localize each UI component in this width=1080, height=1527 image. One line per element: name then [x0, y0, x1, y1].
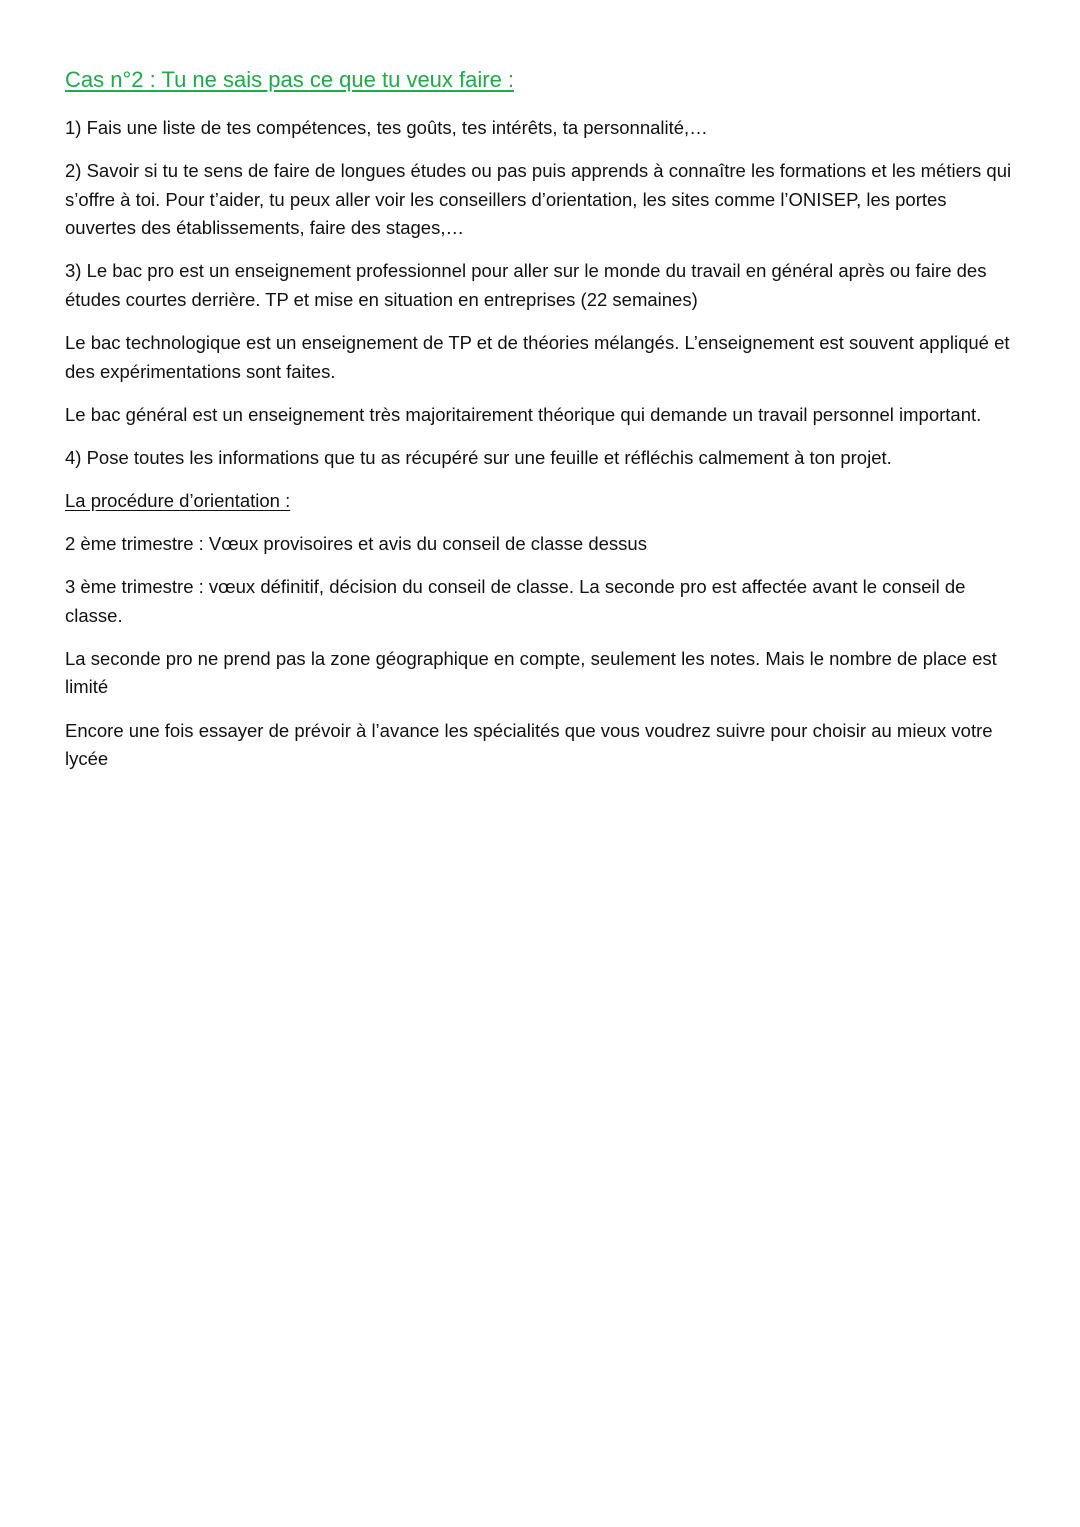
paragraph-step-3: 3) Le bac pro est un enseignement professionnel pour aller sur le monde du travail en général après ou faire des études courtes derrière. TP et mise en situation en entreprises (22 semaines) [65, 260, 987, 310]
paragraph-specialites: Encore une fois essayer de prévoir à l’avance les spécialités que vous voudrez suivre pour choisir au mieux votre lycée [65, 719, 993, 770]
paragraph-step-1: 1) Fais une liste de tes compétences, tes goûts, tes intérêts, ta personnalité,… [65, 117, 708, 138]
paragraph-bac-techno: Le bac technologique est un enseignement de TP et de théories mélangés. L’enseignement est souvent appliqué et des expérimentations sont faites. [65, 332, 1010, 382]
paragraph-step-4: 4) Pose toutes les informations que tu as récupéré sur une feuille et réfléchis calmement à ton projet. [65, 446, 892, 468]
paragraph-bac-general: Le bac général est un enseignement très majoritairement théorique qui demande un travail personnel important. [65, 403, 982, 425]
paragraph-step-2: 2) Savoir si tu te sens de faire de longues études ou pas puis apprends à connaître les formations et les métiers qui s’offre à toi. Pour t’aider, tu peux aller voir les conseillers d’orientation, les sites comme l’ONISEP, les portes ouvertes des établissements, faire des stages,… [65, 160, 1012, 239]
procedure-subheading: La procédure d’orientation : [65, 489, 291, 511]
document-page [65, 62, 1015, 788]
section-heading: Cas n°2 : Tu ne sais pas ce que tu veux faire : [65, 67, 515, 92]
paragraph-trimestre-2: 2 ème trimestre : Vœux provisoires et avis du conseil de classe dessus [65, 533, 647, 555]
paragraph-trimestre-3: 3 ème trimestre : vœux définitif, décision du conseil de classe. La seconde pro est affectée avant le conseil de classe. [65, 576, 966, 626]
paragraph-seconde-pro: La seconde pro ne prend pas la zone géographique en compte, seulement les notes. Mais le nombre de place est limité [65, 647, 997, 698]
